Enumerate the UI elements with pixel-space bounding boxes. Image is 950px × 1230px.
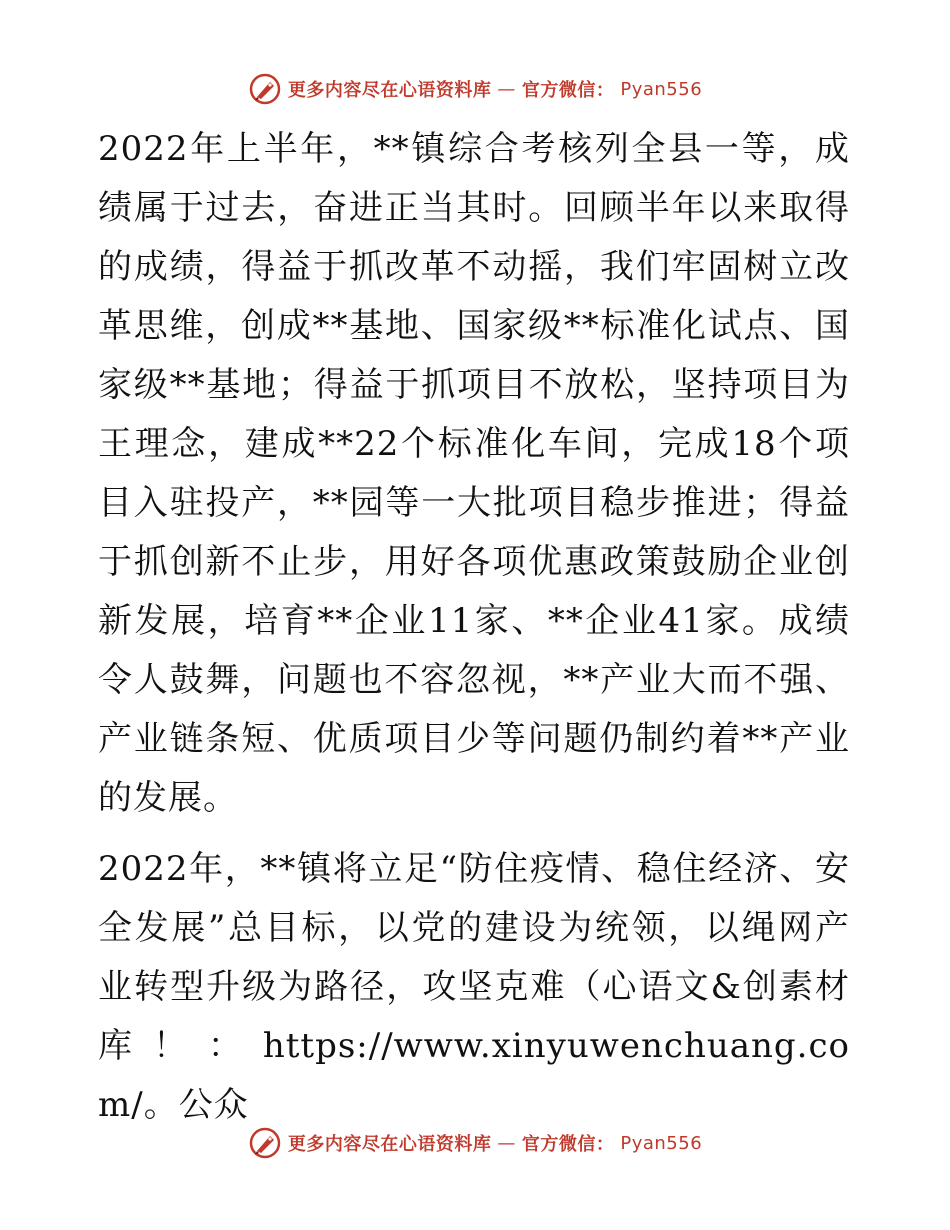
document-body	[98, 120, 850, 1135]
pen-nib-logo-icon	[248, 72, 282, 106]
banner-brand-text: 更多内容尽在心语资料库	[287, 80, 492, 101]
header-banner	[0, 72, 950, 106]
banner-separator: —	[497, 1132, 516, 1154]
footer-banner	[0, 1126, 950, 1160]
pen-nib-logo-icon	[248, 1126, 282, 1160]
banner-wechat-label: 官方微信：	[521, 1134, 615, 1155]
banner-wechat-label: 官方微信：	[521, 80, 615, 101]
banner-brand-text: 更多内容尽在心语资料库	[287, 1134, 492, 1155]
banner-wechat-id: Pyan556	[620, 1132, 703, 1154]
banner-separator: —	[497, 78, 516, 100]
banner-wechat-id: Pyan556	[620, 78, 703, 100]
paragraph-2: 2022年，**镇将立足“防住疫情、稳住经济、安全发展”总目标，以党的建设为统领，以绳网产业转型升级为路径，攻坚克难（心语文&创素材库！：https://www.xinyuwenchuang.com/。公众	[98, 849, 850, 1125]
paragraph-1: 2022年上半年，**镇综合考核列全县一等，成绩属于过去，奋进正当其时。回顾半年以来取得的成绩，得益于抓改革不动摇，我们牢固树立改革思维，创成**基地、国家级**标准化试点、国家级**基地；得益于抓项目不放松，坚持项目为王理念，建成**22个标准化车间，完成18个项目入驻投产，**园等一大批项目稳步推进；得益于抓创新不止步，用好各项优惠政策鼓励企业创新发展，培育**企业11家、**企业41家。成绩令人鼓舞，问题也不容忽视，**产业大而不强、产业链条短、优质项目少等问题仍制约着**产业的发展。	[98, 129, 850, 818]
